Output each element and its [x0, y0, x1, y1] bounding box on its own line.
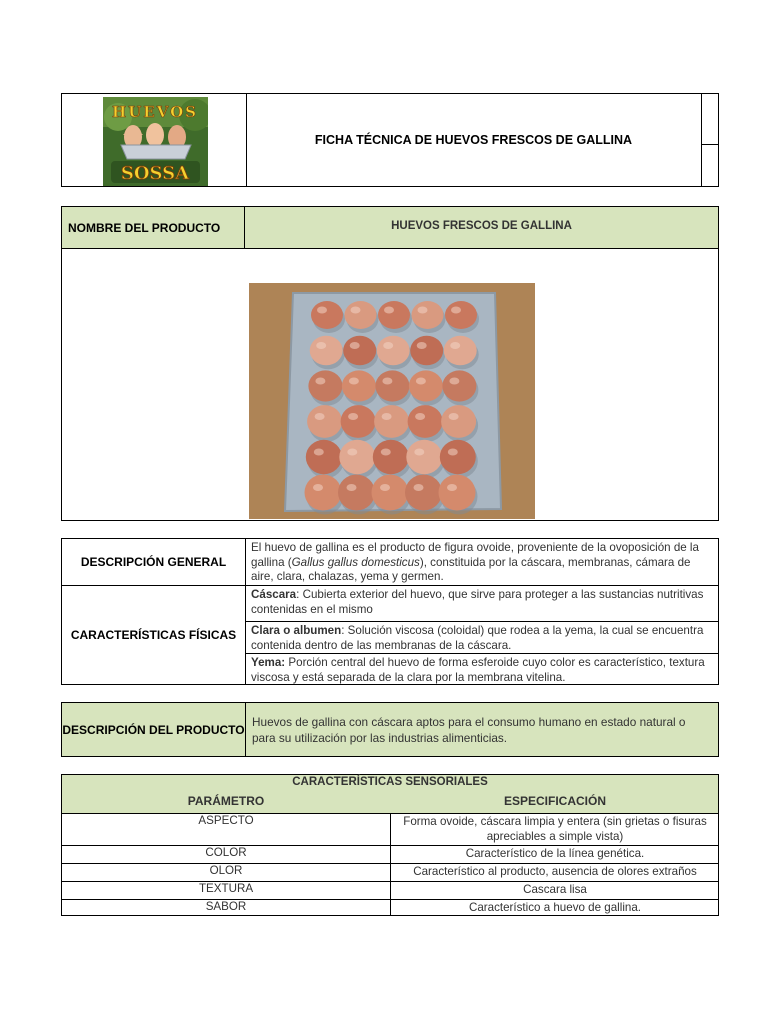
sensory-header	[62, 775, 718, 814]
egg	[445, 301, 477, 329]
egg	[405, 475, 442, 511]
egg	[342, 370, 376, 401]
egg-highlight	[314, 449, 324, 456]
parameter-cell: ASPECTO	[198, 814, 254, 827]
parameter-column-header: PARÁMETRO	[187, 794, 265, 808]
egg-highlight	[315, 378, 325, 385]
egg	[374, 405, 409, 438]
egg-highlight	[381, 449, 391, 456]
specification-cell: Forma ovoide, cáscara limpia y entera (sin grietas o fisuras apreciables a simple vista)	[403, 815, 707, 843]
egg-highlight	[380, 484, 390, 491]
egg	[410, 336, 443, 366]
egg-highlight	[315, 413, 325, 420]
yolk-term: Yema:	[251, 656, 286, 669]
egg	[377, 336, 410, 366]
species-name: Gallus gallus domesticus	[291, 555, 420, 569]
parameter-cell: COLOR	[205, 846, 247, 859]
header-side-cell	[701, 94, 718, 186]
product-name-table	[61, 206, 719, 521]
egg-highlight	[414, 449, 424, 456]
egg-highlight	[347, 484, 357, 491]
logo-cell	[62, 94, 247, 186]
egg	[311, 301, 343, 329]
egg	[310, 336, 343, 366]
shell-term: Cáscara	[251, 588, 297, 601]
egg	[307, 405, 342, 438]
egg	[441, 405, 476, 438]
egg	[308, 370, 342, 401]
egg-highlight	[383, 342, 393, 349]
table-row	[62, 846, 718, 863]
specification-cell: Cascara lisa	[523, 883, 587, 896]
product-name-label: NOMBRE DEL PRODUCTO	[62, 207, 245, 249]
specification-cell: Característico a huevo de gallina.	[468, 901, 642, 914]
egg-highlight	[384, 307, 394, 314]
header-table	[61, 93, 719, 187]
svg-text:HUEVOS: HUEVOS	[112, 103, 198, 121]
shell-text: : Cubierta exterior del huevo, que sirve para proteger a las sustancias nutritivas contenidas en el mismo	[251, 588, 704, 616]
egg-highlight	[349, 378, 359, 385]
egg-highlight	[416, 378, 426, 385]
albumen-text: : Solución viscosa (coloidal) que rodea a la yema, la cual se encuentra contenida dentro de las membranas de la cáscara.	[251, 624, 704, 652]
document-title: FICHA TÉCNICA DE HUEVOS FRESCOS DE GALLINA	[246, 94, 702, 186]
egg	[372, 475, 409, 511]
side-cell-divider	[701, 144, 718, 145]
egg-highlight	[316, 342, 326, 349]
shell-description	[245, 586, 718, 621]
egg-highlight	[449, 378, 459, 385]
egg-highlight	[347, 449, 357, 456]
egg-highlight	[414, 484, 424, 491]
egg-highlight	[350, 342, 360, 349]
egg-highlight	[382, 413, 392, 420]
egg-tray-photo	[249, 283, 535, 519]
egg-highlight	[450, 342, 460, 349]
table-row	[62, 900, 718, 916]
svg-text:SOSSA: SOSSA	[120, 163, 190, 184]
albumen-description	[245, 622, 718, 653]
egg	[305, 475, 342, 511]
table-row	[62, 864, 718, 881]
egg	[442, 370, 476, 401]
description-table	[61, 538, 719, 685]
egg-highlight	[351, 307, 361, 314]
specification-cell: Característico al producto, ausencia de olores extraños	[413, 865, 697, 878]
general-description-label: DESCRIPCIÓN GENERAL	[62, 539, 246, 585]
specification-column-header: ESPECIFICACIÓN	[503, 794, 606, 808]
egg	[375, 370, 409, 401]
yolk-description	[245, 654, 718, 685]
egg-highlight	[317, 307, 327, 314]
yolk-text: Porción central del huevo de forma esferoide cuyo color es característico, textura viscosa y está separada de la clara por la membrana vitelina.	[251, 656, 705, 684]
egg-highlight	[449, 413, 459, 420]
product-description-table	[61, 702, 719, 757]
egg	[338, 475, 375, 511]
egg	[406, 440, 442, 474]
table-row	[62, 814, 718, 845]
product-name-value: HUEVOS FRESCOS DE GALLINA	[245, 207, 718, 249]
egg-highlight	[348, 413, 358, 420]
egg	[378, 301, 410, 329]
egg-highlight	[418, 307, 428, 314]
albumen-term: Clara o albumen	[251, 624, 342, 637]
parameter-cell: TEXTURA	[198, 882, 254, 895]
egg-highlight	[447, 484, 457, 491]
physical-characteristics-label: CARACTERÍSTICAS FÍSICAS	[62, 586, 246, 684]
general-text-part: El huevo de gallina es el producto de figura ovoide, proveniente de la ovoposición de la gallina (	[251, 541, 699, 569]
general-text-part: ), constituida por la cáscara, membranas, cámara de aire, clara, chalazas, yema y germen.	[251, 555, 691, 583]
egg-highlight	[313, 484, 323, 491]
egg-highlight	[448, 449, 458, 456]
egg	[306, 440, 342, 474]
egg	[341, 405, 376, 438]
egg	[409, 370, 443, 401]
specification-cell: Característico de la línea genética.	[465, 847, 645, 860]
egg	[373, 440, 409, 474]
egg	[439, 475, 476, 511]
sensory-table	[61, 774, 719, 916]
general-description-text	[245, 539, 718, 585]
egg	[408, 405, 443, 438]
egg-highlight	[451, 307, 461, 314]
parameter-cell: SABOR	[205, 900, 247, 913]
egg-highlight	[382, 378, 392, 385]
table-row	[62, 882, 718, 899]
sensory-caption: CARACTERÍSTICAS SENSORIALES	[292, 776, 488, 788]
egg	[345, 301, 377, 329]
parameter-cell: OLOR	[209, 864, 243, 877]
egg	[440, 440, 476, 474]
egg	[339, 440, 375, 474]
egg	[412, 301, 444, 329]
product-description-text: Huevos de gallina con cáscara aptos para el consumo humano en estado natural o para su utilización por las industrias alimenticias.	[252, 714, 686, 745]
egg	[444, 336, 477, 366]
huevos-sossa-logo	[103, 97, 208, 186]
egg-highlight	[415, 413, 425, 420]
egg-highlight	[417, 342, 427, 349]
egg	[343, 336, 376, 366]
product-description-label: DESCRIPCIÓN DEL PRODUCTO	[62, 703, 246, 756]
